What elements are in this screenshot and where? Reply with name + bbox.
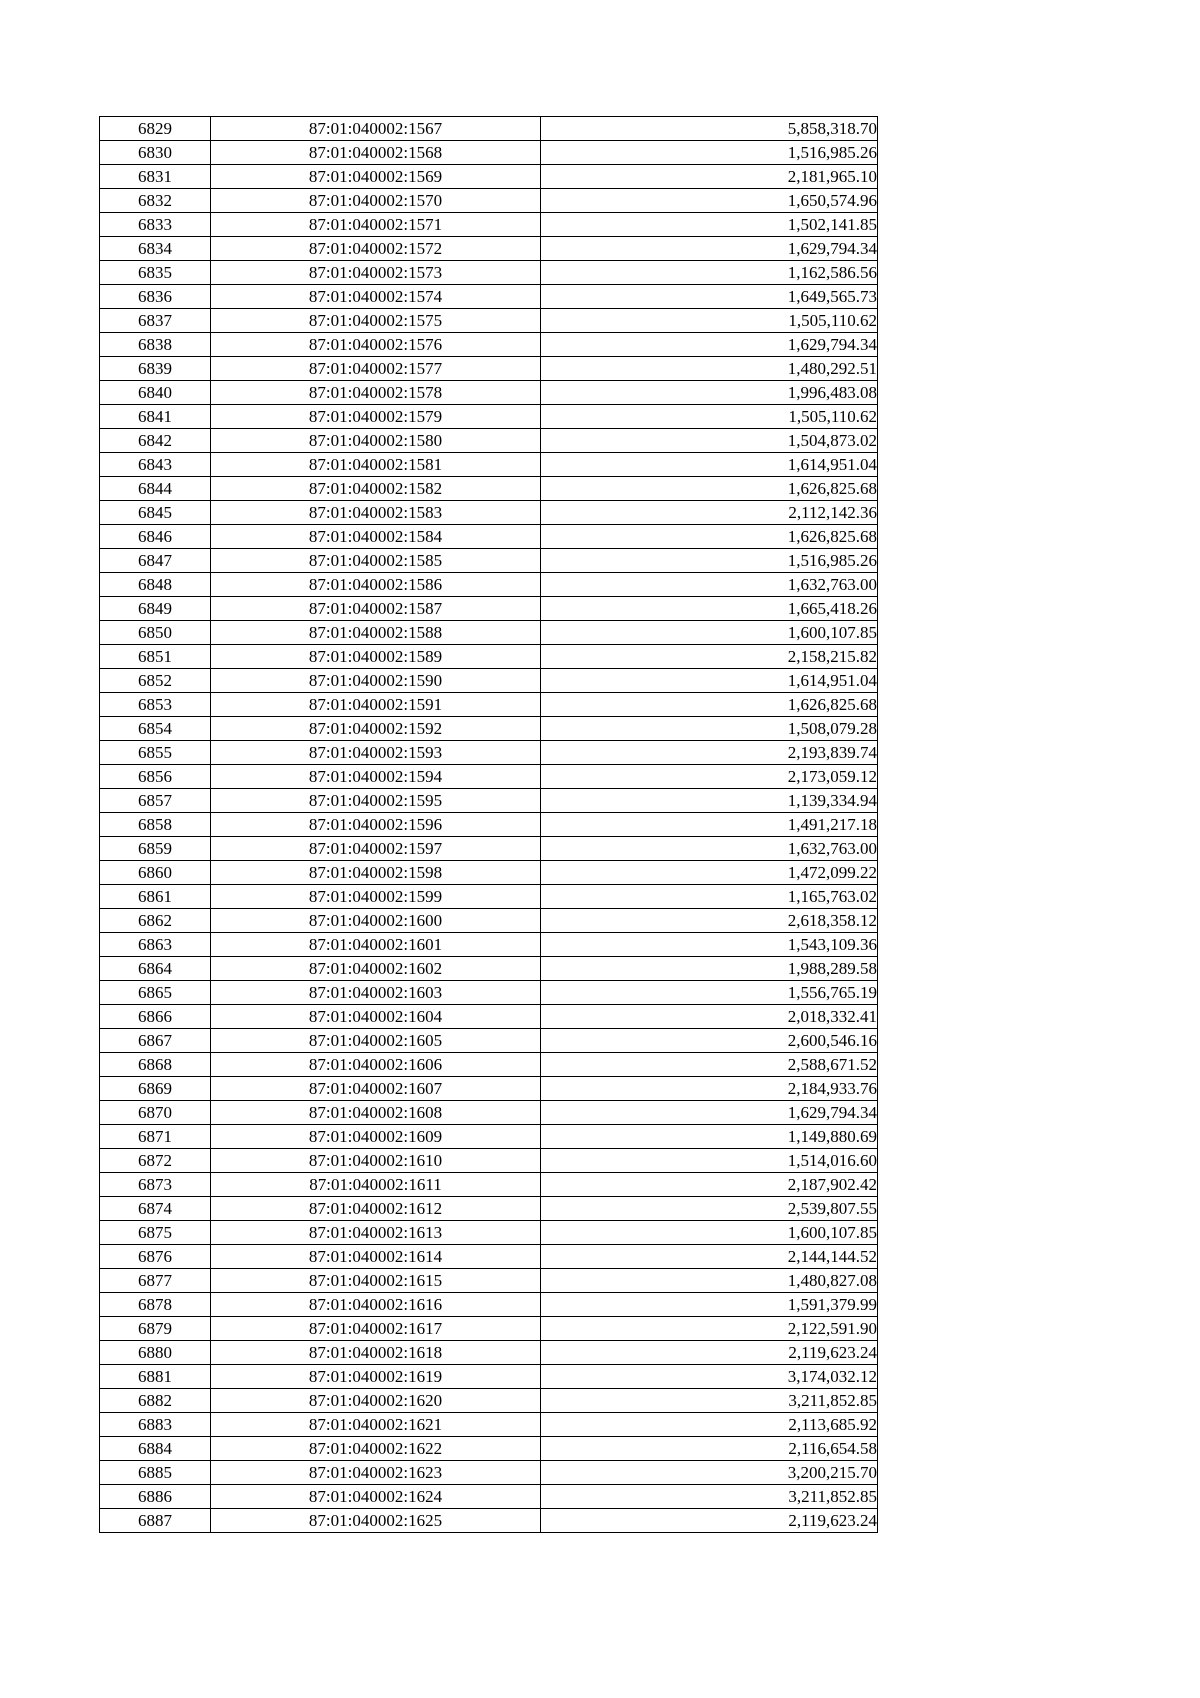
cadastral-value-cell: 1,165,763.02 (541, 885, 878, 909)
cadastral-value-cell: 2,600,546.16 (541, 1029, 878, 1053)
table-row (100, 621, 878, 645)
table-row (100, 1437, 878, 1461)
cadastral-value-cell: 1,505,110.62 (541, 309, 878, 333)
table-row (100, 693, 878, 717)
cadastral-value-cell: 1,149,880.69 (541, 1125, 878, 1149)
cadastral-value-cell: 1,629,794.34 (541, 237, 878, 261)
cadastral-number-cell: 87:01:040002:1590 (211, 669, 541, 693)
table-row (100, 1005, 878, 1029)
cadastral-value-cell: 1,614,951.04 (541, 453, 878, 477)
table-row (100, 285, 878, 309)
row-number-cell: 6880 (100, 1341, 211, 1365)
cadastral-number-cell: 87:01:040002:1608 (211, 1101, 541, 1125)
cadastral-value-cell: 1,491,217.18 (541, 813, 878, 837)
cadastral-value-cell: 3,211,852.85 (541, 1389, 878, 1413)
cadastral-number-cell: 87:01:040002:1591 (211, 693, 541, 717)
row-number-cell: 6853 (100, 693, 211, 717)
cadastral-value-cell: 1,516,985.26 (541, 549, 878, 573)
cadastral-number-cell: 87:01:040002:1625 (211, 1509, 541, 1533)
row-number-cell: 6851 (100, 645, 211, 669)
cadastral-number-cell: 87:01:040002:1589 (211, 645, 541, 669)
cadastral-number-cell: 87:01:040002:1592 (211, 717, 541, 741)
table-row (100, 645, 878, 669)
row-number-cell: 6852 (100, 669, 211, 693)
row-number-cell: 6875 (100, 1221, 211, 1245)
cadastral-value-cell: 1,626,825.68 (541, 693, 878, 717)
cadastral-number-cell: 87:01:040002:1577 (211, 357, 541, 381)
row-number-cell: 6873 (100, 1173, 211, 1197)
cadastral-value-cell: 1,629,794.34 (541, 333, 878, 357)
cadastral-number-cell: 87:01:040002:1609 (211, 1125, 541, 1149)
cadastral-value-cell: 1,591,379.99 (541, 1293, 878, 1317)
cadastral-value-cell: 2,181,965.10 (541, 165, 878, 189)
cadastral-number-cell: 87:01:040002:1607 (211, 1077, 541, 1101)
cadastral-value-cell: 1,996,483.08 (541, 381, 878, 405)
row-number-cell: 6879 (100, 1317, 211, 1341)
table-row (100, 213, 878, 237)
row-number-cell: 6878 (100, 1293, 211, 1317)
row-number-cell: 6870 (100, 1101, 211, 1125)
cadastral-value-cell: 2,144,144.52 (541, 1245, 878, 1269)
table-row (100, 237, 878, 261)
cadastral-value-cell: 1,502,141.85 (541, 213, 878, 237)
cadastral-value-cell: 2,187,902.42 (541, 1173, 878, 1197)
cadastral-value-cell: 1,480,827.08 (541, 1269, 878, 1293)
row-number-cell: 6857 (100, 789, 211, 813)
cadastral-value-cell: 2,193,839.74 (541, 741, 878, 765)
table-row (100, 525, 878, 549)
cadastral-number-cell: 87:01:040002:1618 (211, 1341, 541, 1365)
table-body (100, 117, 878, 1533)
row-number-cell: 6844 (100, 477, 211, 501)
table-row (100, 1509, 878, 1533)
row-number-cell: 6849 (100, 597, 211, 621)
cadastral-number-cell: 87:01:040002:1578 (211, 381, 541, 405)
row-number-cell: 6877 (100, 1269, 211, 1293)
row-number-cell: 6836 (100, 285, 211, 309)
row-number-cell: 6874 (100, 1197, 211, 1221)
cadastral-number-cell: 87:01:040002:1574 (211, 285, 541, 309)
cadastral-value-cell: 2,173,059.12 (541, 765, 878, 789)
cadastral-number-cell: 87:01:040002:1572 (211, 237, 541, 261)
cadastral-value-cell: 2,588,671.52 (541, 1053, 878, 1077)
row-number-cell: 6866 (100, 1005, 211, 1029)
table-row (100, 261, 878, 285)
cadastral-number-cell: 87:01:040002:1567 (211, 117, 541, 141)
row-number-cell: 6871 (100, 1125, 211, 1149)
cadastral-number-cell: 87:01:040002:1623 (211, 1461, 541, 1485)
cadastral-value-cell: 1,600,107.85 (541, 1221, 878, 1245)
cadastral-value-cell: 2,184,933.76 (541, 1077, 878, 1101)
row-number-cell: 6864 (100, 957, 211, 981)
table-row (100, 1245, 878, 1269)
cadastral-number-cell: 87:01:040002:1616 (211, 1293, 541, 1317)
row-number-cell: 6860 (100, 861, 211, 885)
row-number-cell: 6876 (100, 1245, 211, 1269)
cadastral-value-cell: 3,200,215.70 (541, 1461, 878, 1485)
cadastral-number-cell: 87:01:040002:1581 (211, 453, 541, 477)
row-number-cell: 6845 (100, 501, 211, 525)
row-number-cell: 6846 (100, 525, 211, 549)
row-number-cell: 6831 (100, 165, 211, 189)
row-number-cell: 6861 (100, 885, 211, 909)
cadastral-value-cell: 3,174,032.12 (541, 1365, 878, 1389)
table-row (100, 1485, 878, 1509)
cadastral-value-cell: 1,480,292.51 (541, 357, 878, 381)
cadastral-value-cell: 1,649,565.73 (541, 285, 878, 309)
table-row (100, 405, 878, 429)
row-number-cell: 6835 (100, 261, 211, 285)
table-row (100, 309, 878, 333)
cadastral-value-cell: 1,650,574.96 (541, 189, 878, 213)
cadastral-value-cell: 2,119,623.24 (541, 1509, 878, 1533)
table-row (100, 501, 878, 525)
cadastral-value-cell: 2,116,654.58 (541, 1437, 878, 1461)
row-number-cell: 6829 (100, 117, 211, 141)
cadastral-number-cell: 87:01:040002:1587 (211, 597, 541, 621)
row-number-cell: 6839 (100, 357, 211, 381)
table-row (100, 573, 878, 597)
row-number-cell: 6833 (100, 213, 211, 237)
table-row (100, 477, 878, 501)
cadastral-value-cell: 1,508,079.28 (541, 717, 878, 741)
cadastral-number-cell: 87:01:040002:1603 (211, 981, 541, 1005)
table-row (100, 117, 878, 141)
cadastral-value-cell: 1,600,107.85 (541, 621, 878, 645)
table-row (100, 933, 878, 957)
cadastral-number-cell: 87:01:040002:1584 (211, 525, 541, 549)
table-row (100, 1029, 878, 1053)
cadastral-number-cell: 87:01:040002:1614 (211, 1245, 541, 1269)
cadastral-number-cell: 87:01:040002:1604 (211, 1005, 541, 1029)
cadastral-value-cell: 1,626,825.68 (541, 477, 878, 501)
cadastral-value-cell: 2,113,685.92 (541, 1413, 878, 1437)
cadastral-number-cell: 87:01:040002:1588 (211, 621, 541, 645)
table-row (100, 1101, 878, 1125)
cadastral-number-cell: 87:01:040002:1579 (211, 405, 541, 429)
table-row (100, 861, 878, 885)
cadastral-value-cell: 1,632,763.00 (541, 573, 878, 597)
cadastral-number-cell: 87:01:040002:1617 (211, 1317, 541, 1341)
cadastral-number-cell: 87:01:040002:1606 (211, 1053, 541, 1077)
cadastral-value-cell: 5,858,318.70 (541, 117, 878, 141)
cadastral-number-cell: 87:01:040002:1586 (211, 573, 541, 597)
row-number-cell: 6883 (100, 1413, 211, 1437)
cadastral-number-cell: 87:01:040002:1568 (211, 141, 541, 165)
table-row (100, 741, 878, 765)
table-row (100, 909, 878, 933)
row-number-cell: 6842 (100, 429, 211, 453)
table-row (100, 549, 878, 573)
table-row (100, 141, 878, 165)
cadastral-number-cell: 87:01:040002:1601 (211, 933, 541, 957)
row-number-cell: 6869 (100, 1077, 211, 1101)
cadastral-value-cell: 2,112,142.36 (541, 501, 878, 525)
table-row (100, 1461, 878, 1485)
row-number-cell: 6837 (100, 309, 211, 333)
table-row (100, 381, 878, 405)
cadastral-number-cell: 87:01:040002:1580 (211, 429, 541, 453)
table-row (100, 1269, 878, 1293)
cadastral-value-cell: 1,626,825.68 (541, 525, 878, 549)
row-number-cell: 6884 (100, 1437, 211, 1461)
row-number-cell: 6859 (100, 837, 211, 861)
cadastral-value-cell: 1,514,016.60 (541, 1149, 878, 1173)
cadastral-number-cell: 87:01:040002:1620 (211, 1389, 541, 1413)
cadastral-number-cell: 87:01:040002:1599 (211, 885, 541, 909)
row-number-cell: 6855 (100, 741, 211, 765)
cadastral-number-cell: 87:01:040002:1612 (211, 1197, 541, 1221)
row-number-cell: 6841 (100, 405, 211, 429)
table-row (100, 789, 878, 813)
row-number-cell: 6886 (100, 1485, 211, 1509)
cadastral-number-cell: 87:01:040002:1576 (211, 333, 541, 357)
cadastral-number-cell: 87:01:040002:1622 (211, 1437, 541, 1461)
row-number-cell: 6850 (100, 621, 211, 645)
table-row (100, 885, 878, 909)
table-row (100, 189, 878, 213)
row-number-cell: 6868 (100, 1053, 211, 1077)
row-number-cell: 6832 (100, 189, 211, 213)
cadastral-number-cell: 87:01:040002:1619 (211, 1365, 541, 1389)
cadastral-value-cell: 3,211,852.85 (541, 1485, 878, 1509)
cadastral-number-cell: 87:01:040002:1598 (211, 861, 541, 885)
row-number-cell: 6872 (100, 1149, 211, 1173)
cadastral-number-cell: 87:01:040002:1582 (211, 477, 541, 501)
table-row (100, 1173, 878, 1197)
cadastral-value-cell: 2,539,807.55 (541, 1197, 878, 1221)
table-row (100, 429, 878, 453)
table-row (100, 813, 878, 837)
cadastral-value-cell: 2,158,215.82 (541, 645, 878, 669)
cadastral-value-cell: 2,618,358.12 (541, 909, 878, 933)
table-row (100, 957, 878, 981)
table-row (100, 1053, 878, 1077)
table-row (100, 1149, 878, 1173)
table-row (100, 453, 878, 477)
table-row (100, 357, 878, 381)
cadastral-number-cell: 87:01:040002:1571 (211, 213, 541, 237)
table-row (100, 1221, 878, 1245)
cadastral-value-cell: 1,472,099.22 (541, 861, 878, 885)
cadastral-number-cell: 87:01:040002:1575 (211, 309, 541, 333)
cadastral-number-cell: 87:01:040002:1595 (211, 789, 541, 813)
cadastral-value-cell: 1,556,765.19 (541, 981, 878, 1005)
cadastral-number-cell: 87:01:040002:1621 (211, 1413, 541, 1437)
row-number-cell: 6838 (100, 333, 211, 357)
table-row (100, 1125, 878, 1149)
cadastral-value-cell: 1,632,763.00 (541, 837, 878, 861)
table-row (100, 1317, 878, 1341)
cadastral-number-cell: 87:01:040002:1613 (211, 1221, 541, 1245)
cadastral-value-cell: 2,119,623.24 (541, 1341, 878, 1365)
cadastral-value-cell: 1,162,586.56 (541, 261, 878, 285)
table-row (100, 1197, 878, 1221)
row-number-cell: 6858 (100, 813, 211, 837)
table-row (100, 1293, 878, 1317)
row-number-cell: 6848 (100, 573, 211, 597)
table-row (100, 1365, 878, 1389)
cadastral-number-cell: 87:01:040002:1615 (211, 1269, 541, 1293)
cadastral-value-cell: 2,018,332.41 (541, 1005, 878, 1029)
cadastral-number-cell: 87:01:040002:1600 (211, 909, 541, 933)
cadastral-number-cell: 87:01:040002:1593 (211, 741, 541, 765)
row-number-cell: 6885 (100, 1461, 211, 1485)
row-number-cell: 6843 (100, 453, 211, 477)
cadastral-number-cell: 87:01:040002:1569 (211, 165, 541, 189)
table-row (100, 1389, 878, 1413)
document-table-container (99, 116, 878, 1533)
row-number-cell: 6847 (100, 549, 211, 573)
cadastral-value-cell: 1,614,951.04 (541, 669, 878, 693)
row-number-cell: 6862 (100, 909, 211, 933)
row-number-cell: 6830 (100, 141, 211, 165)
row-number-cell: 6834 (100, 237, 211, 261)
cadastral-number-cell: 87:01:040002:1596 (211, 813, 541, 837)
cadastral-number-cell: 87:01:040002:1597 (211, 837, 541, 861)
table-row (100, 669, 878, 693)
row-number-cell: 6865 (100, 981, 211, 1005)
cadastral-number-cell: 87:01:040002:1624 (211, 1485, 541, 1509)
row-number-cell: 6887 (100, 1509, 211, 1533)
row-number-cell: 6863 (100, 933, 211, 957)
cadastral-value-cell: 1,665,418.26 (541, 597, 878, 621)
table-row (100, 1077, 878, 1101)
table-row (100, 597, 878, 621)
row-number-cell: 6881 (100, 1365, 211, 1389)
cadastral-number-cell: 87:01:040002:1573 (211, 261, 541, 285)
row-number-cell: 6856 (100, 765, 211, 789)
row-number-cell: 6840 (100, 381, 211, 405)
table-row (100, 765, 878, 789)
cadastral-value-cell: 1,504,873.02 (541, 429, 878, 453)
cadastral-number-cell: 87:01:040002:1605 (211, 1029, 541, 1053)
table-row (100, 717, 878, 741)
cadastral-number-cell: 87:01:040002:1570 (211, 189, 541, 213)
table-row (100, 1413, 878, 1437)
cadastral-value-cell: 2,122,591.90 (541, 1317, 878, 1341)
cadastral-value-cell: 1,988,289.58 (541, 957, 878, 981)
table-row (100, 837, 878, 861)
cadastral-value-cell: 1,543,109.36 (541, 933, 878, 957)
row-number-cell: 6867 (100, 1029, 211, 1053)
table-row (100, 333, 878, 357)
row-number-cell: 6854 (100, 717, 211, 741)
table-row (100, 165, 878, 189)
cadastral-number-cell: 87:01:040002:1585 (211, 549, 541, 573)
cadastral-value-cell: 1,629,794.34 (541, 1101, 878, 1125)
cadastral-number-cell: 87:01:040002:1611 (211, 1173, 541, 1197)
cadastral-number-cell: 87:01:040002:1602 (211, 957, 541, 981)
table-row (100, 1341, 878, 1365)
cadastral-number-cell: 87:01:040002:1583 (211, 501, 541, 525)
row-number-cell: 6882 (100, 1389, 211, 1413)
cadastral-value-cell: 1,139,334.94 (541, 789, 878, 813)
cadastral-number-cell: 87:01:040002:1610 (211, 1149, 541, 1173)
cadastral-value-table (99, 116, 878, 1533)
cadastral-value-cell: 1,516,985.26 (541, 141, 878, 165)
cadastral-number-cell: 87:01:040002:1594 (211, 765, 541, 789)
cadastral-value-cell: 1,505,110.62 (541, 405, 878, 429)
table-row (100, 981, 878, 1005)
